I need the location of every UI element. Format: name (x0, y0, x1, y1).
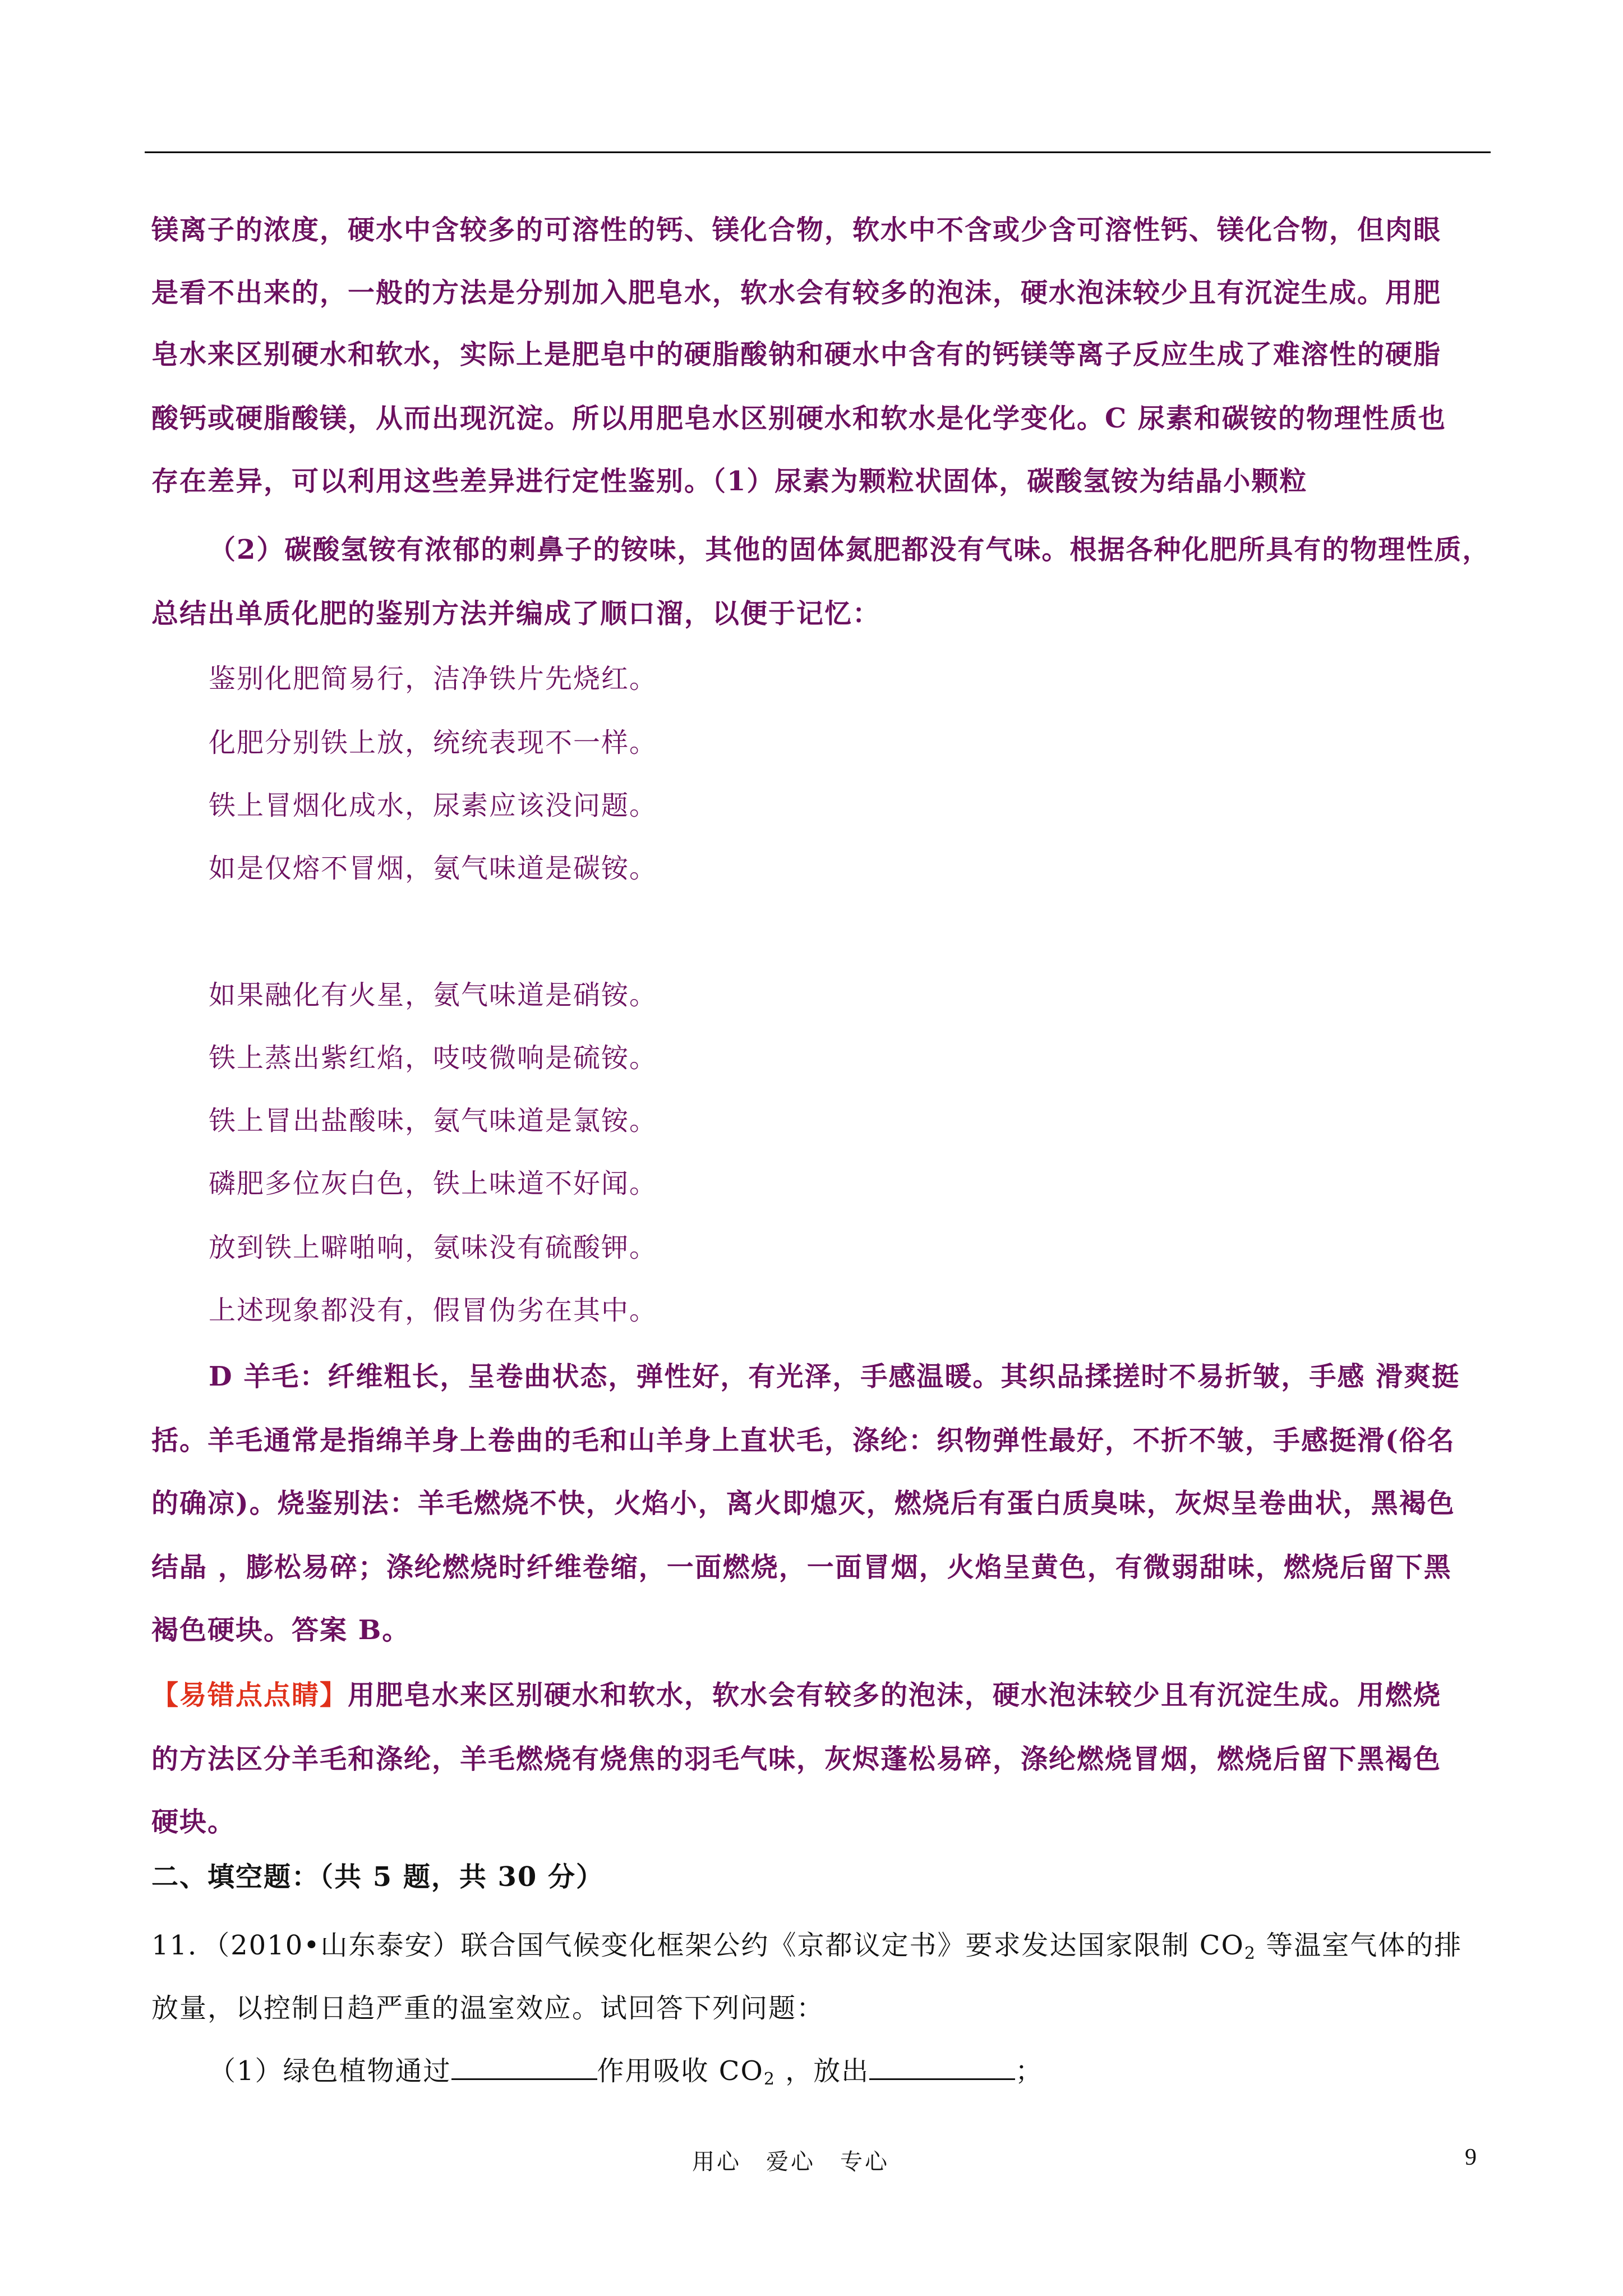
header-rule (145, 151, 1491, 153)
d-para-line-1: D 羊毛：纤维粗长，呈卷曲状态，弹性好，有光泽，手感温暖。其织品揉搓时不易折皱，手感 滑爽挺 (209, 1361, 1460, 1392)
body-line-3: 皂水来区别硬水和软水，实际上是肥皂中的硬脂酸钠和硬水中含有的钙镁等离子反应生成了难溶性的硬脂 (151, 339, 1442, 370)
section-heading: 二、填空题：（共 5 题，共 30 分） (151, 1861, 605, 1893)
q11-subscript-1: 2 (1244, 1944, 1256, 1963)
poem-line-10: 上述现象都没有，假冒伪劣在其中。 (209, 1295, 658, 1326)
poem-line-5: 如果融化有火星，氨气味道是硝铵。 (209, 979, 658, 1011)
poem-line-9: 放到铁上噼啪响，氨味没有硫酸钾。 (209, 1232, 658, 1263)
answer-blank-2[interactable] (869, 2056, 1015, 2080)
d-para-line-4: 结晶 ，膨松易碎；涤纶燃烧时纤维卷缩，一面燃烧，一面冒烟，火焰呈黄色，有微弱甜味，燃烧后留下黑 (151, 1552, 1452, 1583)
poem-line-7: 铁上冒出盐酸味，氨气味道是氯铵。 (209, 1105, 658, 1137)
body-line-2: 是看不出来的，一般的方法是分别加入肥皂水，软水会有较多的泡沫，硬水泡沫较少且有沉淀生成。用肥 (151, 277, 1442, 309)
poem-line-6: 铁上蒸出紫红焰，吱吱微响是硫铵。 (209, 1042, 658, 1074)
tip-line-1 (151, 1677, 1497, 1713)
tip-line-2: 的方法区分羊毛和涤纶，羊毛燃烧有烧焦的羽毛气味，灰烬蓬松易碎，涤纶燃烧冒烟，燃烧后留下黑褐色 (151, 1743, 1442, 1775)
body-line-5: 存在差异，可以利用这些差异进行定性鉴别。（1）尿素为颗粒状固体，碳酸氢铵为结晶小颗粒 (151, 466, 1308, 497)
question-11-line-2: 放量，以控制日趋严重的温室效应。试回答下列问题： (151, 1993, 825, 2024)
q11-subscript-2: 2 (763, 2069, 776, 2089)
d-para-line-3: 的确凉)。烧鉴别法：羊毛燃烧不快，火焰小，离火即熄灭，燃烧后有蛋白质臭味，灰烬呈卷曲状，黑褐色 (151, 1488, 1455, 1519)
q11-part1-text-a: （1）绿色植物通过 (209, 2055, 451, 2087)
tip-line-3: 硬块。 (151, 1806, 236, 1838)
q11-part1-text-b: 作用吸收 CO (597, 2055, 764, 2087)
body-line-4: 酸钙或硬脂酸镁，从而出现沉淀。所以用肥皂水区别硬水和软水是化学变化。C 尿素和碳铵的物理性质也 (151, 403, 1446, 434)
d-para-line-5: 褐色硬块。答案 B。 (151, 1614, 411, 1646)
footer-motto: 用心 爱心 专心 (692, 2149, 889, 2175)
poem-line-1: 鉴别化肥简易行，洁净铁片先烧红。 (209, 663, 658, 694)
q11-part1-text-c: ，放出 (775, 2055, 870, 2087)
poem-line-2: 化肥分别铁上放，统统表现不一样。 (209, 727, 658, 758)
body-line-7: 总结出单质化肥的鉴别方法并编成了顺口溜，以便于记忆： (151, 598, 881, 629)
poem-line-8: 磷肥多位灰白色，铁上味道不好闻。 (209, 1168, 658, 1199)
q11-part1-text-d: ； (1015, 2055, 1044, 2087)
tip-text-1: 用肥皂水来区别硬水和软水，软水会有较多的泡沫，硬水泡沫较少且有沉淀生成。用燃烧 (348, 1680, 1442, 1711)
answer-blank-1[interactable] (451, 2056, 597, 2080)
poem-line-3: 铁上冒烟化成水，尿素应该没问题。 (209, 790, 658, 821)
q11-text-a: 11．（2010•山东泰安）联合国气候变化框架公约《京都议定书》要求发达国家限制 CO (151, 1930, 1244, 1961)
question-11-line-1 (151, 1927, 1497, 1963)
question-11-part-1 (209, 2053, 1555, 2089)
q11-text-b: 等温室气体的排 (1256, 1930, 1463, 1961)
body-line-6: （2）碳酸氢铵有浓郁的刺鼻子的铵味，其他的固体氮肥都没有气味。根据各种化肥所具有的物理性质， (209, 534, 1491, 565)
tip-label: 【易错点点睛】 (151, 1680, 348, 1711)
poem-line-4: 如是仅熔不冒烟，氨气味道是碳铵。 (209, 853, 658, 884)
d-para-line-2: 括。羊毛通常是指绵羊身上卷曲的毛和山羊身上直状毛，涤纶：织物弹性最好，不折不皱，手感挺滑(俗名 (151, 1425, 1455, 1456)
page-number: 9 (1465, 2145, 1477, 2170)
body-line-1: 镁离子的浓度，硬水中含较多的可溶性的钙、镁化合物，软水中不含或少含可溶性钙、镁化合物，但肉眼 (151, 214, 1442, 246)
